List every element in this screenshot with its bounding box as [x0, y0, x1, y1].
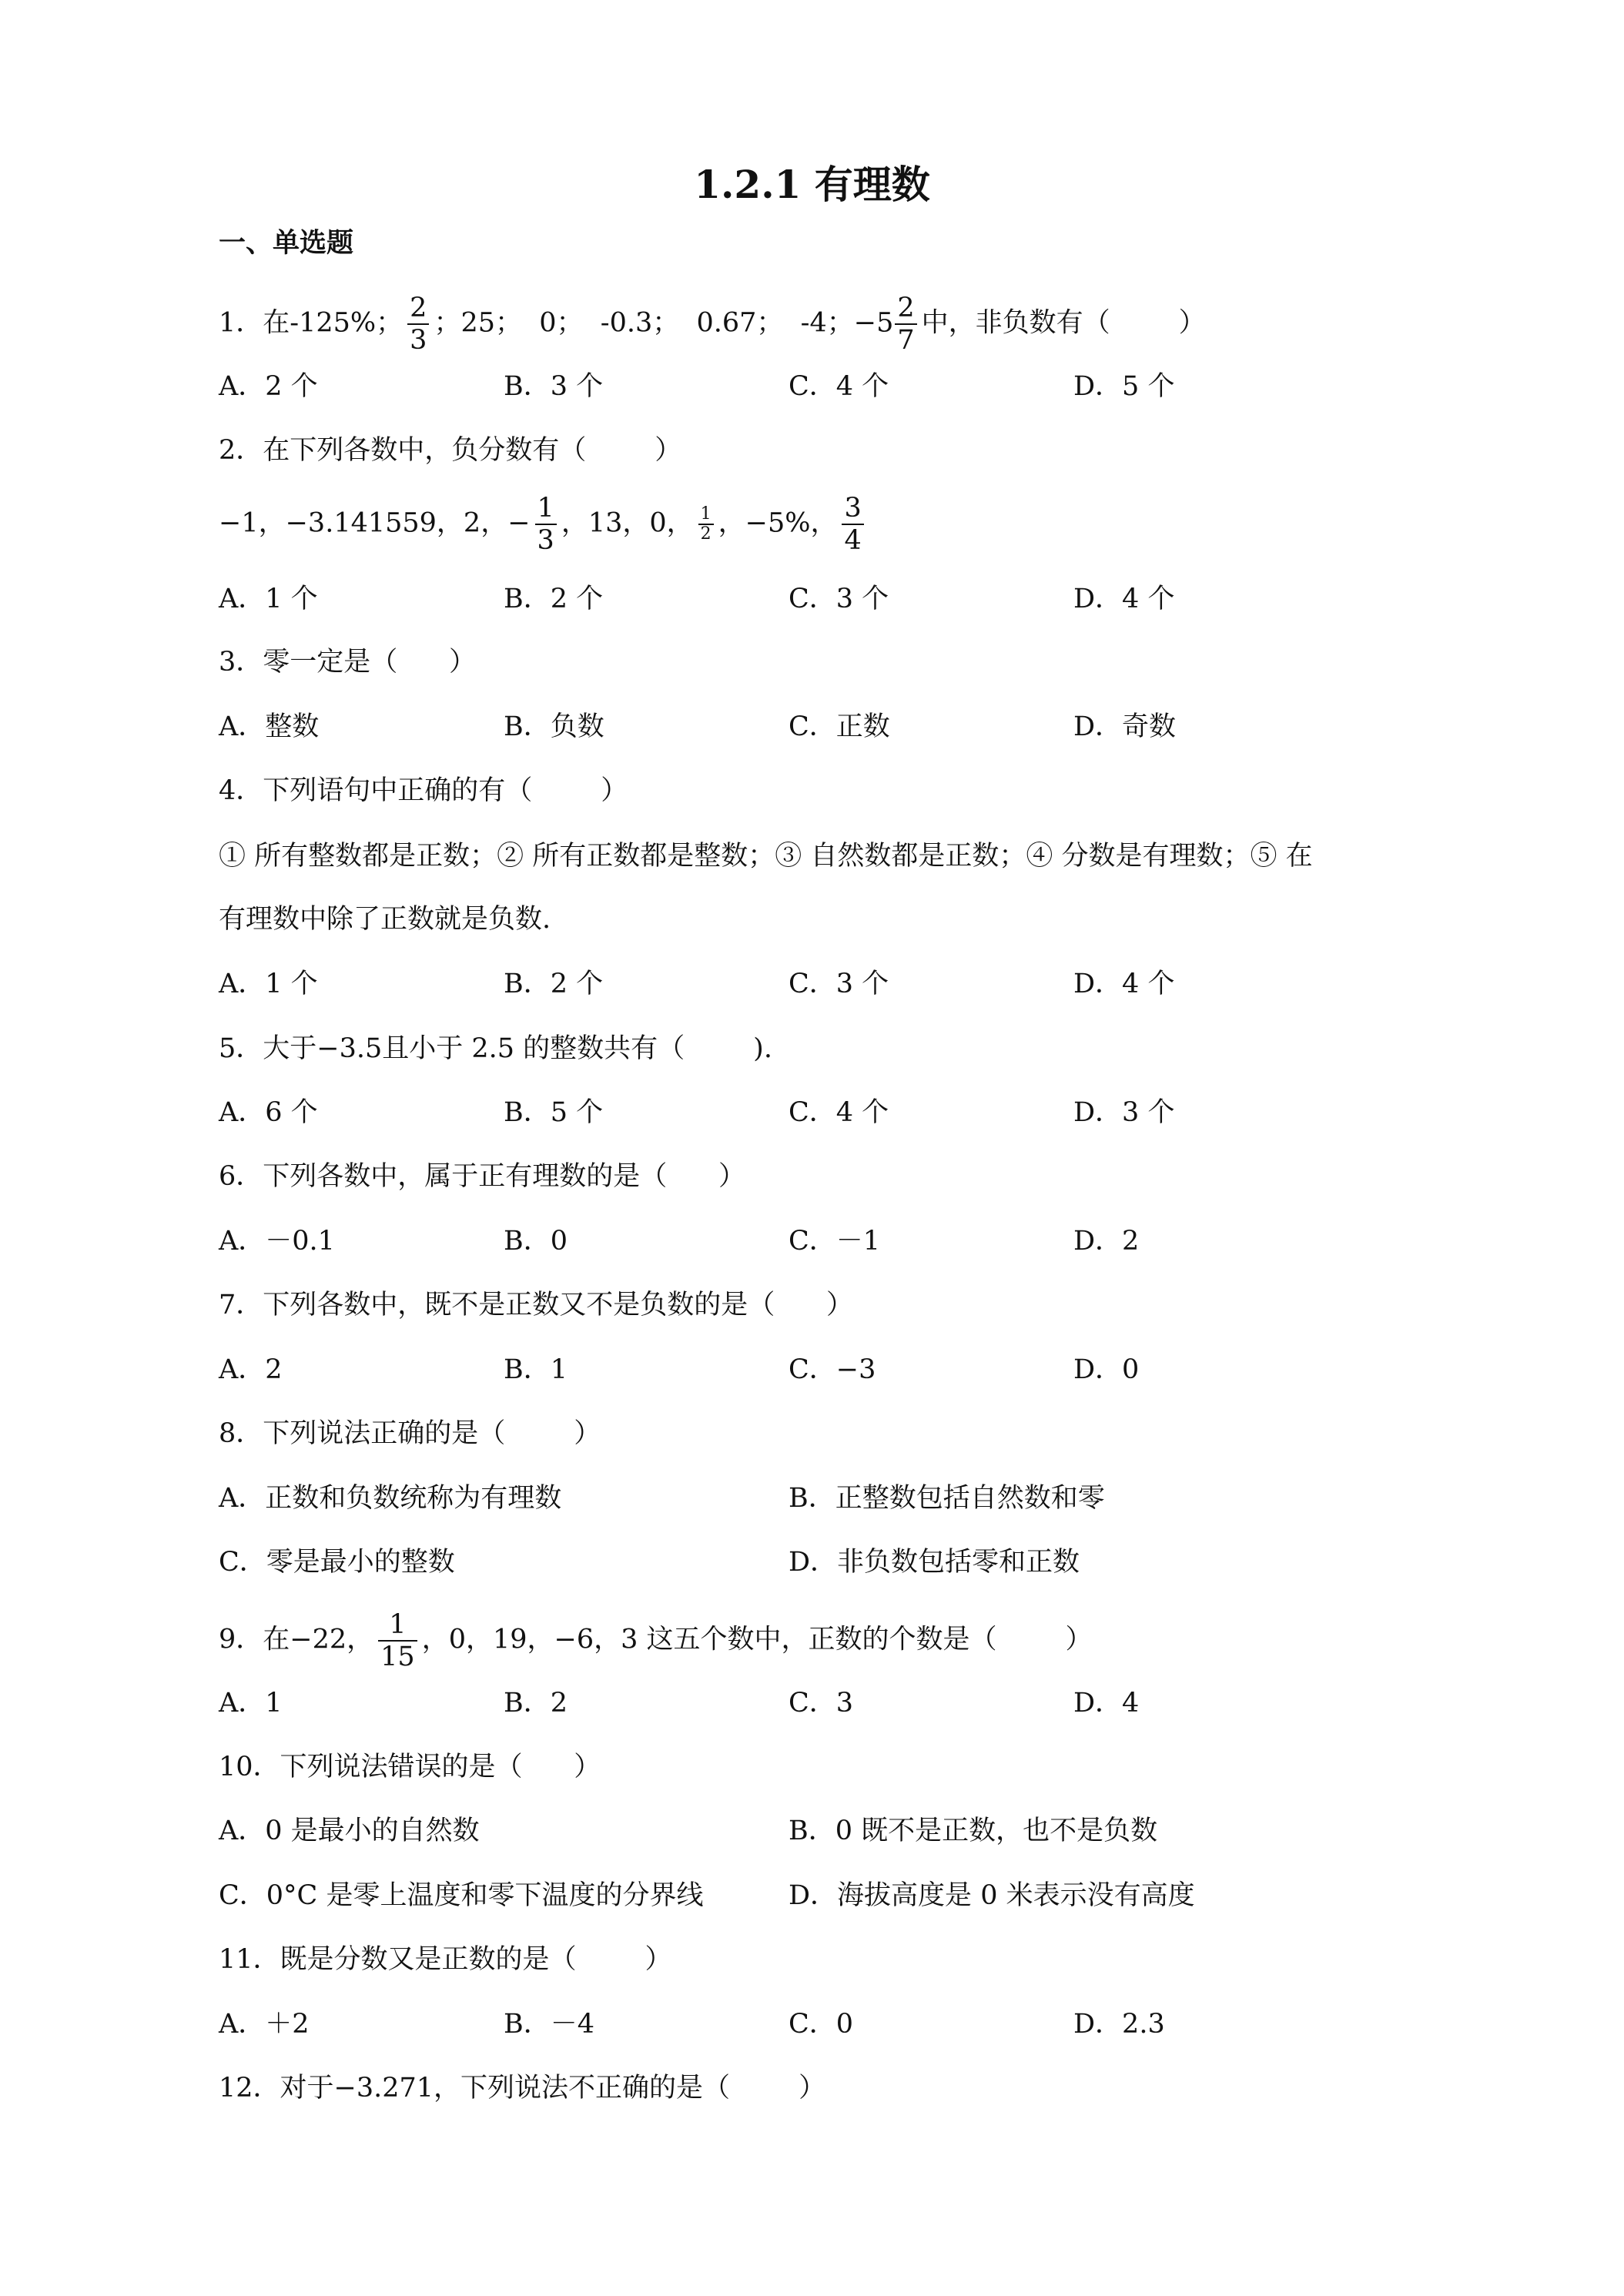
- option-b[interactable]: B．0 既不是正数，也不是负数: [789, 1816, 1158, 1846]
- option-b[interactable]: B．2 个: [504, 969, 604, 999]
- option-a[interactable]: A．1 个: [219, 584, 318, 614]
- question-10: 10．下列说法错误的是（ ）: [219, 1752, 601, 1782]
- option-b[interactable]: B．0: [504, 1226, 568, 1257]
- option-c[interactable]: C．4 个: [789, 1097, 889, 1128]
- option-d[interactable]: D．4 个: [1073, 584, 1175, 614]
- fraction: $\frac{1}{3}$: [535, 493, 557, 556]
- option-a[interactable]: A．整数: [219, 711, 320, 742]
- option-a[interactable]: A．正数和负数统称为有理数: [219, 1483, 562, 1514]
- fraction: $\frac{2}{3}$: [407, 293, 429, 356]
- question-text: 中，非负数有（ ）: [921, 307, 1206, 339]
- question-12: 12．对于−3.271，下列说法不正确的是（ ）: [219, 2073, 826, 2104]
- page-title: 1.2.1 有理数: [694, 162, 930, 207]
- section-heading: 一、单选题: [219, 227, 354, 259]
- question-text: 1．在-125%；: [219, 307, 403, 339]
- fraction: $\frac{1}{15}$: [378, 1609, 417, 1672]
- option-c[interactable]: C．零是最小的整数: [219, 1547, 455, 1578]
- statement-line: 有理数中除了正数就是负数.: [219, 904, 551, 935]
- option-c[interactable]: C．3 个: [789, 969, 889, 999]
- option-c[interactable]: C．0: [789, 2009, 854, 2040]
- question-1: [219, 293, 1206, 356]
- option-b[interactable]: B．5 个: [504, 1097, 604, 1128]
- option-c[interactable]: C．−3: [789, 1354, 876, 1385]
- option-d[interactable]: D．4: [1073, 1688, 1140, 1719]
- option-a[interactable]: A．＋2: [219, 2009, 310, 2040]
- option-c[interactable]: C．正数: [789, 711, 890, 742]
- option-c[interactable]: C．3 个: [789, 584, 889, 614]
- option-a[interactable]: A．2: [219, 1354, 283, 1385]
- option-d[interactable]: D．2: [1073, 1226, 1140, 1257]
- statement-line: ① 所有整数都是正数；② 所有正数都是整数；③ 自然数都是正数；④ 分数是有理数；⑤ 在: [219, 841, 1313, 872]
- option-a[interactable]: A．1: [219, 1688, 283, 1719]
- option-a[interactable]: A．6 个: [219, 1097, 318, 1128]
- option-c[interactable]: C．3: [789, 1688, 854, 1719]
- option-d[interactable]: D．3 个: [1073, 1097, 1175, 1128]
- option-b[interactable]: B．－4: [504, 2009, 594, 2040]
- option-c[interactable]: C．4 个: [789, 371, 889, 402]
- question-4: 4．下列语句中正确的有（ ）: [219, 775, 628, 806]
- number-list: −1，−3.141559，2，− $\frac{1}{3}$ ，13，0， $\frac{1}{2}$ ，−5%， $\frac{3}{4}$: [219, 493, 869, 556]
- option-c[interactable]: C．－1: [789, 1226, 881, 1257]
- option-b[interactable]: B．负数: [504, 711, 604, 742]
- option-a[interactable]: A．－0.1: [219, 1226, 335, 1257]
- option-b[interactable]: B．正整数包括自然数和零: [789, 1483, 1105, 1514]
- option-d[interactable]: D．非负数包括零和正数: [789, 1547, 1080, 1578]
- option-b[interactable]: B．3 个: [504, 371, 604, 402]
- option-b[interactable]: B．2 个: [504, 584, 604, 614]
- option-d[interactable]: D．奇数: [1073, 711, 1177, 742]
- option-a[interactable]: A．2 个: [219, 371, 318, 402]
- fraction: $\frac{1}{2}$: [698, 505, 714, 544]
- question-7: 7．下列各数中，既不是正数又不是负数的是（ ）: [219, 1290, 854, 1320]
- question-8: 8．下列说法正确的是（ ）: [219, 1418, 601, 1449]
- option-d[interactable]: D．4 个: [1073, 969, 1175, 999]
- option-a[interactable]: A．1 个: [219, 969, 318, 999]
- question-11: 11．既是分数又是正数的是（ ）: [219, 1944, 672, 1975]
- option-b[interactable]: B．1: [504, 1354, 568, 1385]
- mixed-number: −5 $\frac{2}{7}$: [854, 293, 922, 356]
- question-5: 5．大于−3.5且小于 2.5 的整数共有（ ).: [219, 1033, 772, 1064]
- option-a[interactable]: A．0 是最小的自然数: [219, 1816, 480, 1846]
- question-9: 9．在−22， $\frac{1}{15}$ ，0，19，−6，3 这五个数中，正数的个数是（ ）: [219, 1609, 1093, 1672]
- option-d[interactable]: D．海拔高度是 0 米表示没有高度: [789, 1880, 1195, 1911]
- question-6: 6．下列各数中，属于正有理数的是（ ）: [219, 1161, 746, 1192]
- question-3: 3．零一定是（ ）: [219, 647, 477, 678]
- option-d[interactable]: D．5 个: [1073, 371, 1175, 402]
- question-2: 2．在下列各数中，负分数有（ ）: [219, 435, 682, 466]
- option-d[interactable]: D．0: [1073, 1354, 1140, 1385]
- option-b[interactable]: B．2: [504, 1688, 568, 1719]
- question-text: ；25； 0； -0.3； 0.67； -4；: [434, 307, 854, 339]
- option-d[interactable]: D．2.3: [1073, 2009, 1165, 2040]
- option-c[interactable]: C．0°C 是零上温度和零下温度的分界线: [219, 1880, 704, 1911]
- fraction: $\frac{3}{4}$: [842, 493, 863, 556]
